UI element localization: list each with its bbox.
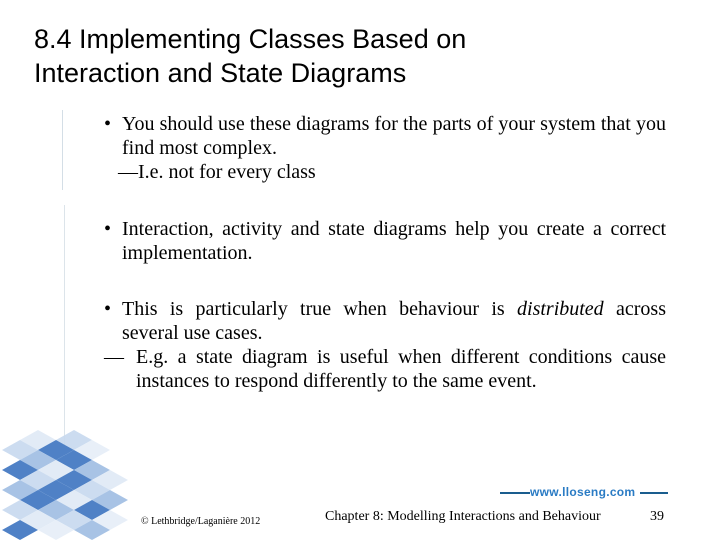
copyright-text: © Lethbridge/Laganière 2012 bbox=[141, 516, 261, 527]
bullet-text-after: across several use cases. bbox=[122, 298, 666, 344]
sub-bullet-dash: — bbox=[104, 346, 124, 368]
chapter-footer: Chapter 8: Modelling Interactions and Behaviour bbox=[325, 509, 601, 524]
bullet-item-1 bbox=[104, 112, 666, 160]
decorative-vertical-line bbox=[64, 205, 65, 445]
bullet-dot: • bbox=[104, 113, 112, 135]
sub-bullet-3 bbox=[104, 345, 666, 393]
title-line-1: 8.4 Implementing Classes Based on bbox=[34, 24, 467, 54]
bullet-text: You should use these diagrams for the parts of your system that you find most complex. bbox=[122, 113, 666, 159]
bullet-text-before: This is particularly true when behaviour is bbox=[122, 298, 518, 320]
footer-rule-left bbox=[500, 492, 530, 494]
decorative-vertical-line bbox=[62, 110, 63, 190]
bullet-text: Interaction, activity and state diagrams help you create a correct implementation. bbox=[122, 218, 666, 264]
slide-title bbox=[34, 22, 674, 90]
bullet-emphasis: distributed bbox=[517, 298, 604, 320]
sub-bullet-1: —I.e. not for every class bbox=[118, 161, 316, 183]
bullet-dot: • bbox=[104, 298, 112, 320]
footer-rule-right bbox=[640, 492, 668, 494]
title-line-2: Interaction and State Diagrams bbox=[34, 58, 407, 88]
slide-body bbox=[104, 112, 666, 393]
bullet-dot: • bbox=[104, 218, 112, 240]
bullet-item-3 bbox=[104, 297, 666, 345]
cube-pattern-decoration bbox=[0, 420, 140, 540]
website-label: www.lloseng.com bbox=[530, 485, 636, 499]
page-number: 39 bbox=[650, 509, 664, 524]
sub-bullet-text: E.g. a state diagram is useful when different conditions cause instances to respond differently to the same event. bbox=[136, 346, 666, 392]
bullet-item-2 bbox=[104, 217, 666, 265]
